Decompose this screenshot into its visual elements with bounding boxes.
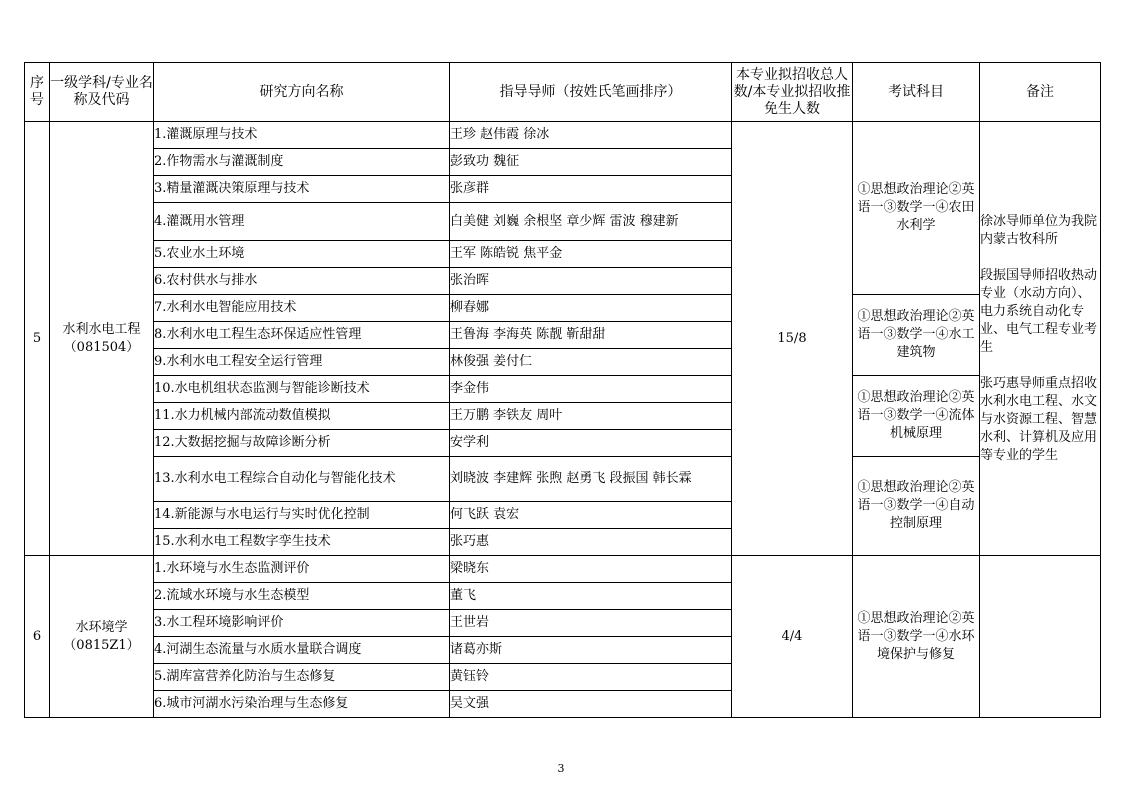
subject-cell (50, 556, 154, 718)
advisors-cell: 柳春娜 (450, 295, 732, 322)
direction-cell: 5.湖库富营养化防治与生态修复 (154, 664, 450, 691)
advisors-cell: 李金伟 (450, 376, 732, 403)
header-note: 备注 (980, 63, 1101, 122)
direction-cell: 15.水利水电工程数字孪生技术 (154, 529, 450, 556)
exam-cell: ①思想政治理论②英语一③数学一④流体机械原理 (853, 376, 980, 457)
direction-cell: 10.水电机组状态监测与智能诊断技术 (154, 376, 450, 403)
direction-cell: 2.流域水环境与水生态模型 (154, 583, 450, 610)
advisors-cell: 王鲁海 李海英 陈靓 靳甜甜 (450, 322, 732, 349)
direction-cell: 3.精量灌溉决策原理与技术 (154, 176, 450, 203)
direction-cell: 6.城市河湖水污染治理与生态修复 (154, 691, 450, 718)
advisors-cell: 王军 陈皓锐 焦平金 (450, 241, 732, 268)
direction-cell: 4.河湖生态流量与水质水量联合调度 (154, 637, 450, 664)
advisors-cell: 白美健 刘巍 余根坚 章少辉 雷波 穆建新 (450, 203, 732, 241)
header-advisors: 指导导师（按姓氏笔画排序） (450, 63, 732, 122)
advisors-cell: 诸葛亦斯 (450, 637, 732, 664)
subject-cell (50, 122, 154, 556)
direction-cell: 13.水利水电工程综合自动化与智能化技术 (154, 457, 450, 502)
table-header-row (25, 63, 1101, 122)
advisors-cell: 王世岩 (450, 610, 732, 637)
advisors-cell: 吴文强 (450, 691, 732, 718)
advisors-cell: 王珍 赵伟霞 徐冰 (450, 122, 732, 149)
note-cell (980, 556, 1101, 718)
direction-cell: 12.大数据挖掘与故障诊断分析 (154, 430, 450, 457)
direction-cell: 8.水利水电工程生态环保适应性管理 (154, 322, 450, 349)
seq-cell: 5 (25, 122, 50, 556)
advisors-cell: 梁晓东 (450, 556, 732, 583)
table-row (25, 295, 1101, 322)
header-subject: 一级学科/专业名称及代码 (50, 63, 154, 122)
direction-cell: 1.灌溉原理与技术 (154, 122, 450, 149)
exam-cell: ①思想政治理论②英语一③数学一④水工建筑物 (853, 295, 980, 376)
table-row (25, 457, 1101, 502)
direction-cell: 6.农村供水与排水 (154, 268, 450, 295)
header-exam: 考试科目 (853, 63, 980, 122)
table-row (25, 376, 1101, 403)
subject-name: 水利水电工程 (62, 321, 141, 337)
quota-cell: 15/8 (732, 122, 853, 556)
exam-cell: ①思想政治理论②英语一③数学一④自动控制原理 (853, 457, 980, 556)
exam-cell: ①思想政治理论②英语一③数学一④农田水利学 (853, 122, 980, 295)
advisors-cell: 何飞跃 袁宏 (450, 502, 732, 529)
subject-name: 水环境学 (75, 619, 128, 635)
note-paragraph: 徐冰导师单位为我院内蒙古牧科所 (980, 213, 1098, 247)
table-row (25, 122, 1101, 149)
quota-cell: 4/4 (732, 556, 853, 718)
direction-cell: 2.作物需水与灌溉制度 (154, 149, 450, 176)
subject-code: （0815Z1） (63, 637, 140, 653)
advisors-cell: 林俊强 姜付仁 (450, 349, 732, 376)
advisors-cell: 张治晖 (450, 268, 732, 295)
direction-cell: 1.水环境与水生态监测评价 (154, 556, 450, 583)
table-row (25, 556, 1101, 583)
header-quota: 本专业拟招收总人数/本专业拟招收推免生人数 (732, 63, 853, 122)
exam-cell: ①思想政治理论②英语一③数学一④水环境保护与修复 (853, 556, 980, 718)
header-seq: 序号 (25, 63, 50, 122)
direction-cell: 7.水利水电智能应用技术 (154, 295, 450, 322)
admissions-table (24, 62, 1101, 718)
direction-cell: 3.水工程环境影响评价 (154, 610, 450, 637)
direction-cell: 5.农业水土环境 (154, 241, 450, 268)
direction-cell: 4.灌溉用水管理 (154, 203, 450, 241)
advisors-cell: 彭致功 魏征 (450, 149, 732, 176)
direction-cell: 9.水利水电工程安全运行管理 (154, 349, 450, 376)
advisors-cell: 王万鹏 李铁友 周叶 (450, 403, 732, 430)
header-direction: 研究方向名称 (154, 63, 450, 122)
page-number: 3 (557, 762, 565, 775)
direction-cell: 14.新能源与水电运行与实时优化控制 (154, 502, 450, 529)
subject-code: （081504） (63, 339, 140, 355)
advisors-cell: 董飞 (450, 583, 732, 610)
note-paragraph: 张巧惠导师重点招收水利水电工程、水文与水资源工程、智慧水利、计算机及应用等专业的学生 (980, 375, 1098, 463)
advisors-cell: 刘晓波 李建辉 张煦 赵勇飞 段振国 韩长霖 (450, 457, 732, 502)
seq-cell: 6 (25, 556, 50, 718)
note-cell (980, 122, 1101, 556)
advisors-cell: 张彦群 (450, 176, 732, 203)
advisors-cell: 安学利 (450, 430, 732, 457)
advisors-cell: 黄钰铃 (450, 664, 732, 691)
note-paragraph: 段振国导师招收热动专业（水动方向）、电力系统自动化专业、电气工程专业考生 (980, 267, 1098, 355)
advisors-cell: 张巧惠 (450, 529, 732, 556)
direction-cell: 11.水力机械内部流动数值模拟 (154, 403, 450, 430)
